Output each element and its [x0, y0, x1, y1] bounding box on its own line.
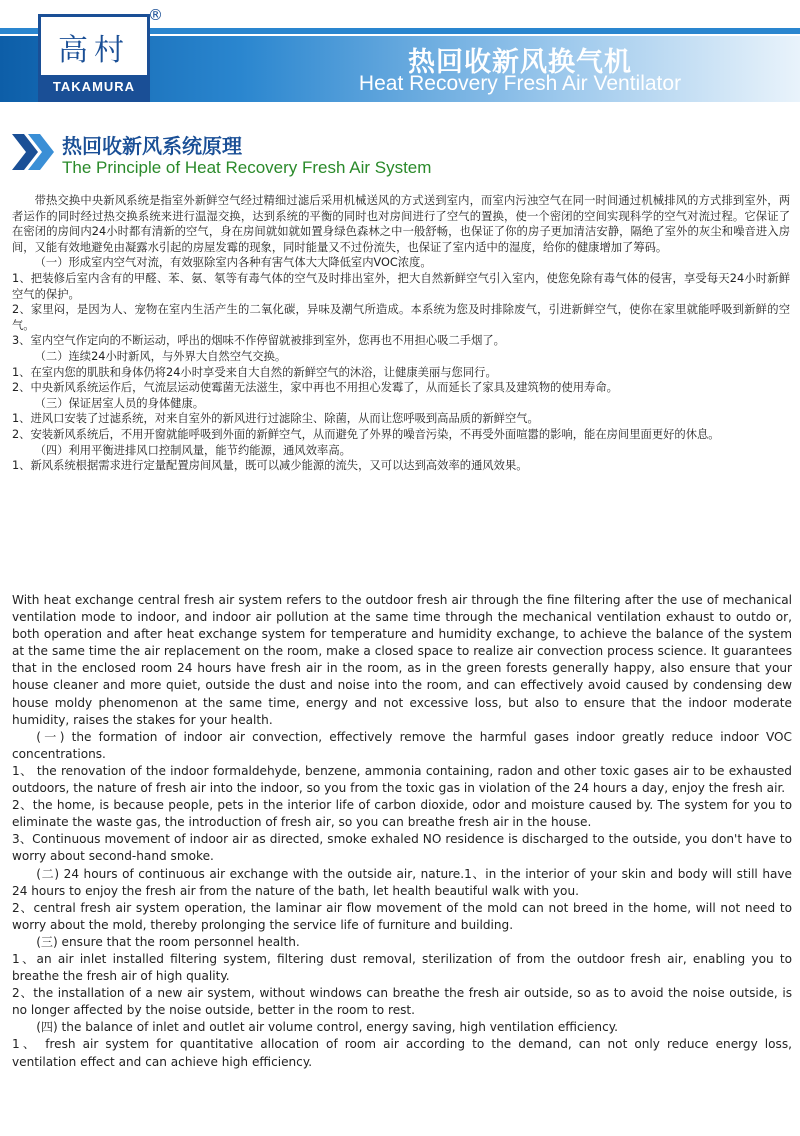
cn-intro-paragraph: 带热交换中央新风系统是指室外新鲜空气经过精细过滤后采用机械送风的方式送到室内，而室内污浊空气在同一时间通过机械排风的方式排到室外，两者运作的同时经过热交换系统来进行温湿交换，达到系统的平衡的同时也对房间进行了空气的置换，使一个密闭的空间实现科学的空气对流过程。它保证了在密闭的房间内24小时都有清新的空气，身在房间就如就如置身绿色森林之中一般舒畅，也保证了你的房子更加清洁安静，隔绝了室外的灰尘和噪音进入房间，又能有效地避免由凝露水引起的房屋发霉的现象，同时能量又不过份流失，也保证了室内适中的湿度，给你的健康增加了筹码。 [12, 194, 790, 254]
cn-list-item: 1、新风系统根据需求进行定量配置房间风量，既可以减少能源的流失，又可以达到高效率的通风效果。 [12, 459, 528, 473]
en-intro-paragraph: With heat exchange central fresh air system refers to the outdoor fresh air through the fine filtering after the use of mechanical ventilation mode to indoor, and indoor air pollution at the same time through the mechanical ventilation exhaust to outdo or, both operation and after heat exchange system for temperature and humidity exchange, to achieve the balance of the system at the same time the air replacement on the room, make a closed space to realize air convection process science. It guarantees that in the enclosed room 24 hours have fresh air in the room, as in the green forests generally happy, also ensure that your house cleaner and more quiet, outside the dust and noise into the room, and can effectively avoid caused by condensing dew house moldy phenomenon at the same time, energy and not excessive loss, but also to ensure that the indoor moderate humidity, raises the stakes for your health. [12, 593, 792, 727]
product-title-en: Heat Recovery Fresh Air Ventilator [358, 72, 682, 95]
en-list-item: 2、the home, is because people, pets in the interior life of carbon dioxide, odor and moisture caused by. The system for you to eliminate the waste gas, the introduction of fresh air, so you can breathe fresh air in the house. [12, 798, 792, 830]
cn-heading-3: （三）保证居室人员的身体健康。 [34, 396, 205, 410]
product-title-cn: 热回收新风换气机 [408, 47, 632, 78]
chinese-body-text [12, 193, 790, 474]
cn-list-item: 3、室内空气作定向的不断运动，呼出的烟味不作停留就被排到室外，您再也不用担心吸二手烟了。 [12, 334, 505, 348]
en-list-item: 2、central fresh air system operation, the laminar air flow movement of the mold can not breed in the home, will not need to worry about the mold, thereby prolonging the service life of furniture and building. [12, 900, 792, 932]
section-title-en: The Principle of Heat Recovery Fresh Air System [62, 158, 432, 177]
cn-list-item: 2、中央新风系统运作后，气流层运动使霉菌无法滋生，家中再也不用担心发霉了，从而延长了家具及建筑物的使用寿命。 [12, 381, 618, 395]
cn-list-item: 2、安装新风系统后，不用开窗就能呼吸到外面的新鲜空气，从而避免了外界的噪音污染，不再受外面喧嚣的影响，能在房间里面更好的休息。 [12, 427, 720, 441]
cn-heading-4: （四）利用平衡进排风口控制风量，能节约能源，通风效率高。 [34, 443, 351, 457]
en-heading-1: (一) the formation of indoor air convection, effectively remove the harmful gases indoor greatly reduce indoor VOC concentrations. [12, 729, 792, 761]
en-heading-4: (四) the balance of inlet and outlet air volume control, energy saving, high ventilation efficiency. [36, 1020, 619, 1035]
logo-english-name: TAKAMURA [41, 75, 147, 99]
cn-list-item: 1、把装修后室内含有的甲醛、苯、氨、氡等有毒气体的空气及时排出室外，把大自然新鲜空气引入室内，使您免除有毒气体的侵害，享受每天24小时新鲜空气的保护。 [12, 271, 790, 301]
cn-list-item: 2、家里闷，是因为人、宠物在室内生活产生的二氧化碳，异味及潮气所造成。本系统为您及时排除废气，引进新鲜空气，使你在家里就能呼吸到新鲜的空气。 [12, 303, 790, 332]
cn-list-item: 1、进风口安装了过滤系统，对来自室外的新风进行过滤除尘、除菌，从而让您呼吸到高品质的新鲜空气。 [12, 412, 539, 426]
section-title-cn: 热回收新风系统原理 [62, 134, 242, 158]
en-list-item: 1、an air inlet installed filtering system, filtering dust removal, sterilization of from the outdoor fresh air, enabling you to breathe the fresh air of high quality. [12, 951, 792, 984]
logo-chinese-name: 高村 [58, 33, 130, 68]
page-header [0, 0, 800, 104]
brand-logo [38, 14, 150, 102]
en-list-item: 1、 the renovation of the indoor formaldehyde, benzene, ammonia containing, radon and other toxic gases air to be exhausted outdoors, the nature of fresh air into the indoor, so you from the toxic gas in violation of the 24 hours a day, enjoy the fresh air. [12, 763, 792, 796]
double-chevron-icon [10, 128, 58, 176]
english-body-text [12, 592, 792, 1071]
cn-heading-2: （二）连续24小时新风，与外界大自然空气交换。 [34, 349, 287, 363]
cn-list-item: 1、在室内您的肌肤和身体仍将24小时享受来自大自然的新鲜空气的沐浴，让健康美丽与您同行。 [12, 365, 497, 379]
en-heading-2: (二) 24 hours of continuous air exchange with the outside air, nature.1、in the interior of your skin and body will still have 24 hours to enjoy the fresh air from the nature of the bath, let health beautiful walk with you. [12, 866, 792, 898]
en-heading-3: (三) ensure that the room personnel health. [36, 934, 300, 949]
cn-heading-1: （一）形成室内空气对流，有效驱除室内各种有害气体大大降低室内VOC浓度。 [34, 256, 432, 270]
en-list-item: 2、the installation of a new air system, without windows can breathe the fresh air outside, so as to avoid the noise outside, is no longer affected by the noise outside, better in the room to rest. [12, 986, 792, 1018]
en-list-item: 1、 fresh air system for quantitative allocation of room air according to the demand, can not only reduce energy loss, ventilation effect and can achieve high efficiency. [12, 1037, 792, 1069]
en-list-item: 3、Continuous movement of indoor air as directed, smoke exhaled NO residence is discharged to the outside, you don't have to worry about second-hand smoke. [12, 832, 792, 864]
registered-mark: ® [148, 6, 163, 24]
